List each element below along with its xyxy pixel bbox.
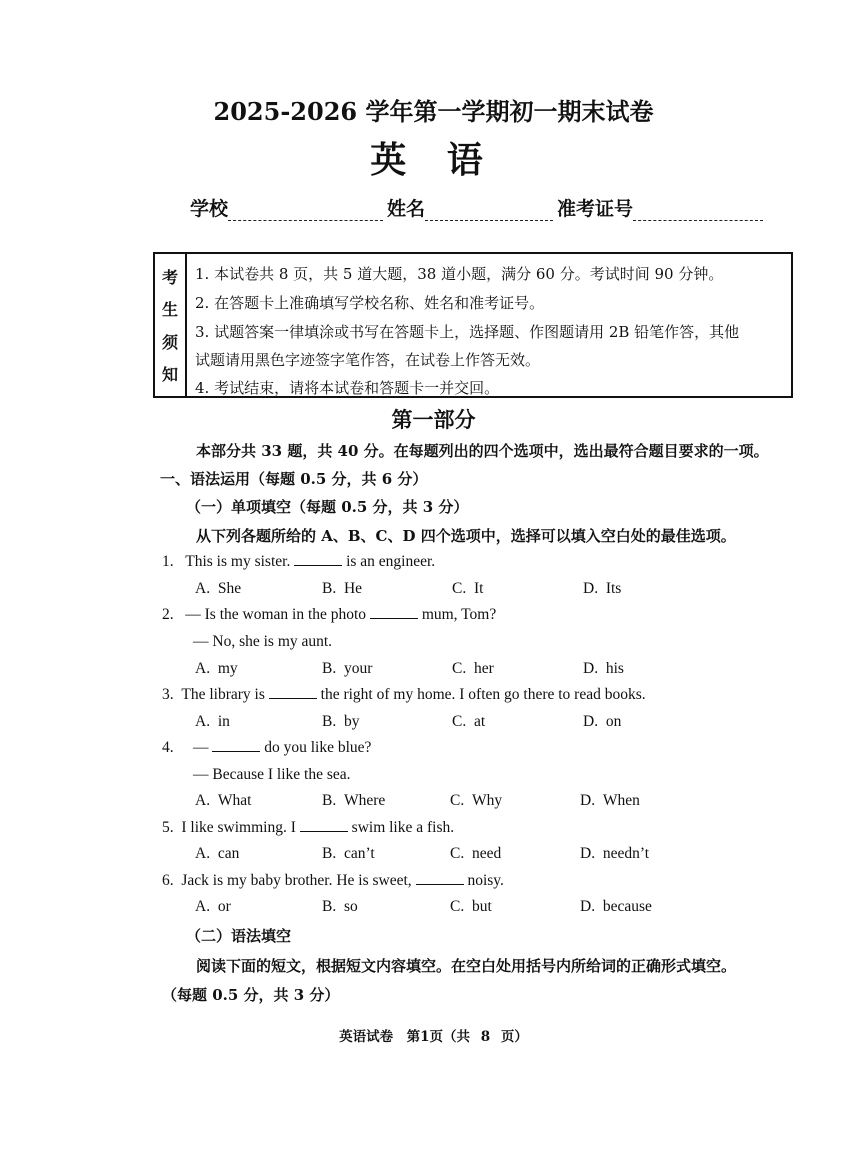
question-2-stem	[162, 606, 496, 624]
question-1-stem	[162, 553, 435, 571]
name-label: 姓名	[387, 198, 426, 220]
question-number: 3.	[162, 686, 174, 703]
question-number: 2.	[162, 606, 174, 623]
option-c: C. need	[450, 845, 502, 862]
question-text: The library is	[181, 686, 265, 703]
option-b: B. your	[322, 660, 373, 677]
question-4-stem	[162, 739, 371, 757]
answer-blank	[212, 739, 260, 752]
option-a: A. What	[195, 792, 252, 809]
notice-line: 4. 考试结束，请将本试卷和答题卡一并交回。	[195, 379, 500, 397]
section-instruction: 从下列各题所给的 A、B、C、D 四个选项中，选择可以填入空白处的最佳选项。	[196, 527, 736, 545]
notice-side-label	[155, 254, 187, 396]
answer-blank	[269, 686, 317, 699]
option-d: D. on	[583, 713, 622, 730]
option-b: B. by	[322, 713, 360, 730]
notice-side-char: 考	[161, 267, 178, 287]
section-heading: 一、语法运用（每题 0.5 分，共 6 分）	[160, 470, 428, 488]
section-score: （每题 0.5 分，共 3 分）	[162, 986, 340, 1004]
question-number: 6.	[162, 872, 174, 889]
exam-id-field	[557, 194, 763, 221]
option-a: A. She	[195, 580, 242, 597]
question-text: the right of my home. I often go there to read books.	[320, 686, 646, 703]
option-c: C. her	[452, 660, 494, 677]
school-blank	[228, 202, 383, 221]
question-number: 4.	[162, 739, 174, 756]
option-d: D. his	[583, 660, 624, 677]
question-2-response: — No, she is my aunt.	[193, 633, 333, 650]
part-title: 第一部分	[391, 407, 476, 432]
option-c: C. It	[452, 580, 484, 597]
option-a: A. or	[195, 898, 231, 915]
option-b: B. so	[322, 898, 358, 915]
question-text: swim like a fish.	[351, 819, 455, 836]
subject-title: 英 语	[370, 139, 497, 181]
option-c: C. but	[450, 898, 492, 915]
question-text: mum, Tom?	[421, 606, 497, 623]
question-number: 5.	[162, 819, 174, 836]
name-blank	[425, 202, 553, 221]
question-text: noisy.	[467, 872, 504, 889]
option-d: D. Its	[583, 580, 622, 597]
notice-line: 2. 在答题卡上准确填写学校名称、姓名和准考证号。	[195, 294, 545, 312]
question-number: 1.	[162, 553, 174, 570]
section-instruction: 阅读下面的短文，根据短文内容填空。在空白处用括号内所给词的正确形式填空。	[196, 957, 737, 975]
part-intro: 本部分共 33 题，共 40 分。在每题列出的四个选项中，选出最符合题目要求的一项。	[196, 442, 769, 460]
option-b: B. He	[322, 580, 363, 597]
question-text: do you like blue?	[264, 739, 372, 756]
question-text: — Is the woman in the photo	[185, 606, 367, 623]
question-text: is an engineer.	[346, 553, 436, 570]
notice-side-char: 须	[161, 332, 178, 352]
option-d: D. needn’t	[580, 845, 650, 862]
page-footer: 英语试卷 第1页（共 8 页）	[339, 1029, 528, 1045]
school-label: 学校	[190, 198, 229, 220]
question-text: Jack is my baby brother. He is sweet,	[181, 872, 412, 889]
option-c: C. Why	[450, 792, 503, 809]
notice-line: 试题请用黑色字迹签字笔作答，在试卷上作答无效。	[195, 351, 541, 369]
subsection-heading: （二）语法填空	[186, 927, 292, 945]
option-a: A. can	[195, 845, 240, 862]
school-field	[190, 194, 383, 221]
notice-side-char: 生	[161, 300, 178, 320]
notice-line: 3. 试题答案一律填涂或书写在答题卡上，选择题、作图题请用 2B 铅笔作答，其他	[195, 323, 740, 341]
notice-side-char: 知	[161, 365, 178, 385]
option-b: B. can’t	[322, 845, 375, 862]
answer-blank	[294, 553, 342, 566]
question-6-stem	[162, 872, 504, 890]
option-a: A. in	[195, 713, 230, 730]
question-text: —	[193, 739, 209, 756]
option-d: D. because	[580, 898, 652, 915]
subsection-heading: （一）单项填空（每题 0.5 分，共 3 分）	[186, 498, 469, 516]
name-field	[387, 194, 553, 221]
question-5-stem	[162, 819, 454, 837]
option-b: B. Where	[322, 792, 386, 809]
question-3-stem	[162, 686, 646, 704]
exam-title: 2025-2026 学年第一学期初一期末试卷	[213, 97, 654, 126]
notice-box	[153, 252, 793, 398]
answer-blank	[370, 606, 418, 619]
option-d: D. When	[580, 792, 640, 809]
question-text: I like swimming. I	[181, 819, 296, 836]
exam-id-label: 准考证号	[557, 198, 634, 220]
question-text: This is my sister.	[185, 553, 291, 570]
notice-line: 1. 本试卷共 8 页，共 5 道大题，38 道小题，满分 60 分。考试时间 90 分钟。	[195, 265, 724, 283]
option-c: C. at	[452, 713, 486, 730]
exam-id-blank	[633, 202, 763, 221]
question-4-response: — Because I like the sea.	[193, 766, 351, 783]
answer-blank	[416, 872, 464, 885]
answer-blank	[300, 819, 348, 832]
option-a: A. my	[195, 660, 238, 677]
